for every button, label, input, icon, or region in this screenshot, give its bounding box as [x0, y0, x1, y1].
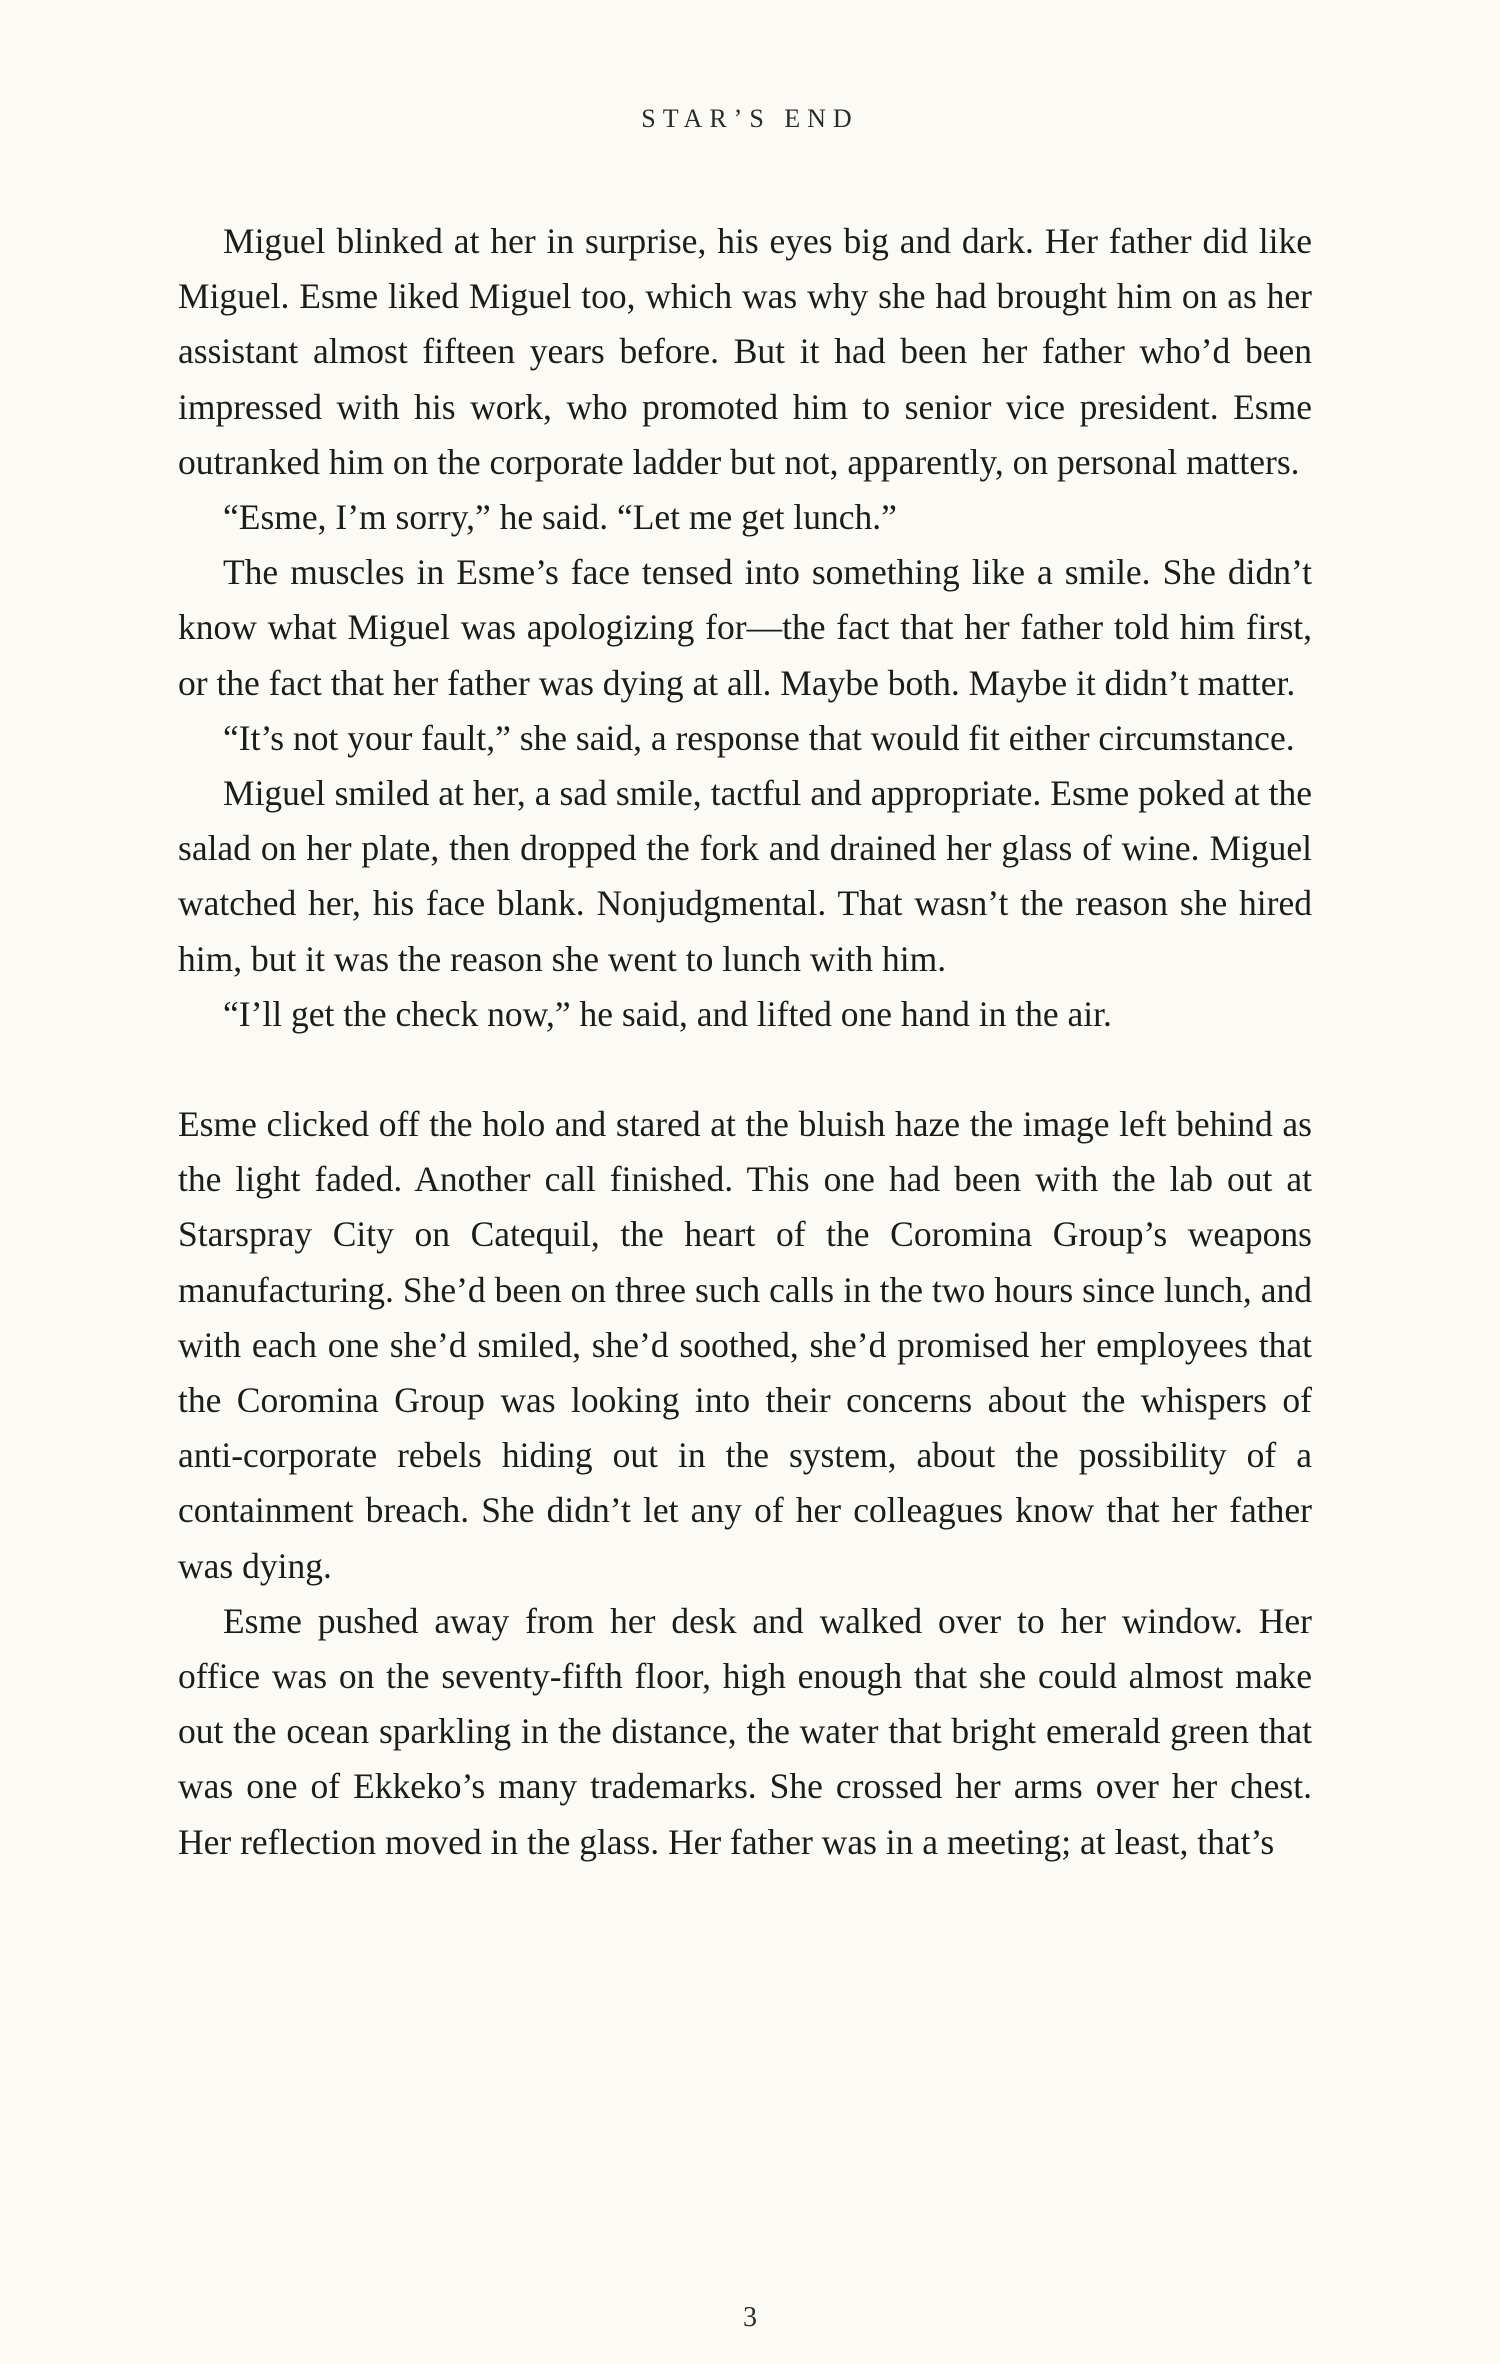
- paragraph: The muscles in Esme’s face tensed into something like a smile. She didn’t know what Miguel was apologizing for—the fact that her father told him first, or the fact that her father was dying at all. Maybe both. Maybe it didn’t matter.: [178, 552, 1312, 703]
- paragraph: Miguel blinked at her in surprise, his eyes big and dark. Her father did like Miguel. Esme liked Miguel too, which was why she had brought him on as her assistant almost fifteen years before. But it had been her father who’d been impressed with his work, who promoted him to senior vice president. Esme outranked him on the corporate ladder but not, apparently, on personal matters.: [178, 221, 1312, 482]
- paragraph: “Esme, I’m sorry,” he said. “Let me get lunch.”: [223, 497, 897, 538]
- paragraph: Esme pushed away from her desk and walked over to her window. Her office was on the seventy-fifth floor, high enough that she could almost make out the ocean sparkling in the distance, the water that bright emerald green that was one of Ekkeko’s many trademarks. She crossed her arms over her chest. Her reflection moved in the glass. Her father was in a meeting; at least, that’s: [178, 1600, 1312, 1862]
- page-number: 3: [743, 2302, 757, 2333]
- paragraph: “I’ll get the check now,” he said, and lifted one hand in the air.: [223, 993, 1112, 1034]
- running-head: STAR’S END: [641, 104, 859, 133]
- paragraph: Miguel smiled at her, a sad smile, tactful and appropriate. Esme poked at the salad on her plate, then dropped the fork and drained her glass of wine. Miguel watched her, his face blank. Nonjudgmental. That wasn’t the reason she hired him, but it was the reason she went to lunch with him.: [178, 773, 1312, 979]
- paragraph: “It’s not your fault,” she said, a response that would fit either circumstance.: [223, 717, 1295, 758]
- body-text: [178, 214, 1312, 1870]
- section-start-paragraph: Esme clicked off the holo and stared at the bluish haze the image left behind as the light faded. Another call finished. This one had been with the lab out at Starspray City on Catequil, the heart of the Coromina Group’s weapons manufacturing. She’d been on three such calls in the two hours since lunch, and with each one she’d smiled, she’d soothed, she’d promised her employees that the Coromina Group was looking into their concerns about the whispers of anti-corporate rebels hiding out in the system, about the possibility of a containment breach. She didn’t let any of her colleagues know that her father was dying.: [178, 1104, 1312, 1586]
